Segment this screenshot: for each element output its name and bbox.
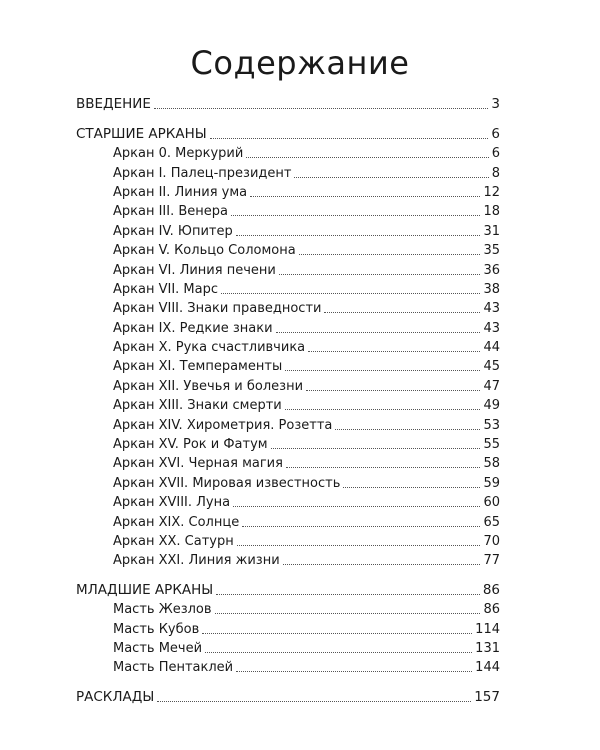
toc-page-number: 43 bbox=[483, 320, 500, 336]
toc-entry-title: Аркан XII. Увечья и болезни bbox=[113, 378, 304, 394]
toc-page-number: 8 bbox=[491, 165, 500, 181]
toc-entry[interactable] bbox=[76, 142, 500, 161]
toc-entry-title: ВВЕДЕНИЕ bbox=[76, 96, 151, 113]
toc-entry[interactable] bbox=[76, 549, 500, 568]
toc-entry[interactable] bbox=[76, 200, 500, 219]
toc-entry-title: Аркан XXI. Линия жизни bbox=[113, 553, 280, 569]
toc-page-number: 31 bbox=[483, 223, 500, 239]
toc-page-number: 49 bbox=[483, 398, 500, 414]
toc-page-number: 12 bbox=[483, 184, 500, 200]
toc-entry[interactable] bbox=[76, 258, 500, 277]
dot-leader bbox=[154, 108, 488, 109]
dot-leader bbox=[242, 526, 480, 527]
toc-entry[interactable] bbox=[76, 510, 500, 529]
dot-leader bbox=[250, 196, 480, 197]
dot-leader bbox=[237, 545, 481, 546]
dot-leader bbox=[306, 390, 480, 391]
toc-page-number: 3 bbox=[491, 96, 500, 113]
toc-page-number: 70 bbox=[483, 533, 500, 549]
toc-entry-title: Аркан XV. Рок и Фатум bbox=[113, 437, 268, 453]
toc-page-number: 18 bbox=[483, 204, 500, 220]
dot-leader bbox=[210, 138, 489, 139]
toc-entry-title: Масть Мечей bbox=[113, 640, 203, 656]
toc-page-number: 6 bbox=[491, 125, 500, 142]
toc-entry-title: Аркан XI. Темпераменты bbox=[113, 359, 283, 375]
toc-entry[interactable] bbox=[76, 374, 500, 393]
toc-page-number: 77 bbox=[483, 553, 500, 569]
toc-page-number: 114 bbox=[475, 621, 500, 637]
dot-leader bbox=[236, 235, 481, 236]
toc-entry-title: Аркан XVII. Мировая известность bbox=[113, 475, 341, 491]
toc-entry[interactable] bbox=[76, 491, 500, 510]
toc-entry-title: Аркан 0. Меркурий bbox=[113, 146, 244, 162]
dot-leader bbox=[343, 487, 480, 488]
toc-page-number: 58 bbox=[483, 456, 500, 472]
toc-section-entry[interactable] bbox=[76, 685, 500, 704]
toc-entry-title: Аркан IX. Редкие знаки bbox=[113, 320, 273, 336]
dot-leader bbox=[308, 351, 480, 352]
toc-entry[interactable] bbox=[76, 336, 500, 355]
toc-entry[interactable] bbox=[76, 617, 500, 636]
dot-leader bbox=[236, 671, 472, 672]
dot-leader bbox=[246, 157, 488, 158]
toc-page-number: 55 bbox=[483, 437, 500, 453]
toc-entry-title: Аркан I. Палец-президент bbox=[113, 165, 292, 181]
toc-entry[interactable] bbox=[76, 471, 500, 490]
toc-page-number: 144 bbox=[475, 660, 500, 676]
toc-entry-title: Аркан IV. Юпитер bbox=[113, 223, 233, 239]
toc-page-number: 65 bbox=[483, 514, 500, 530]
toc-page-number: 53 bbox=[483, 417, 500, 433]
toc-entry[interactable] bbox=[76, 433, 500, 452]
dot-leader bbox=[279, 274, 481, 275]
toc-entry[interactable] bbox=[76, 181, 500, 200]
toc-entry[interactable] bbox=[76, 452, 500, 471]
toc-entry-title: Аркан XIV. Хирометрия. Розетта bbox=[113, 417, 333, 433]
toc-entry-title: Аркан XVIII. Луна bbox=[113, 495, 231, 511]
dot-leader bbox=[271, 448, 481, 449]
toc-page-number: 86 bbox=[483, 602, 500, 618]
toc-entry-title: Аркан XVI. Черная магия bbox=[113, 456, 283, 472]
toc-entry-title: Масть Пентаклей bbox=[113, 660, 234, 676]
toc-entry[interactable] bbox=[76, 355, 500, 374]
toc-entry-title: Аркан VII. Марс bbox=[113, 281, 219, 297]
toc-entry[interactable] bbox=[76, 297, 500, 316]
dot-leader bbox=[233, 506, 480, 507]
toc-page-number: 35 bbox=[483, 243, 500, 259]
dot-leader bbox=[231, 215, 480, 216]
toc-entry-title: Аркан VI. Линия печени bbox=[113, 262, 276, 278]
toc-entry-title: Масть Жезлов bbox=[113, 602, 212, 618]
toc-page-number: 38 bbox=[483, 281, 500, 297]
toc-entry-title: Аркан III. Венера bbox=[113, 204, 228, 220]
toc-page-number: 47 bbox=[483, 378, 500, 394]
toc-page-number: 44 bbox=[483, 340, 500, 356]
dot-leader bbox=[202, 633, 472, 634]
toc-entry[interactable] bbox=[76, 278, 500, 297]
dot-leader bbox=[324, 312, 480, 313]
toc-entry-title: Аркан X. Рука счастливчика bbox=[113, 340, 306, 356]
toc-section-entry[interactable] bbox=[76, 122, 500, 141]
toc-entry-title: МЛАДШИЕ АРКАНЫ bbox=[76, 581, 214, 598]
table-of-contents bbox=[76, 93, 500, 705]
toc-entry[interactable] bbox=[76, 161, 500, 180]
toc-page-number: 60 bbox=[483, 495, 500, 511]
toc-page-number: 59 bbox=[483, 475, 500, 491]
toc-entry[interactable] bbox=[76, 598, 500, 617]
dot-leader bbox=[286, 467, 481, 468]
dot-leader bbox=[215, 613, 481, 614]
toc-entry[interactable] bbox=[76, 394, 500, 413]
dot-leader bbox=[294, 177, 488, 178]
toc-page-number: 157 bbox=[474, 688, 500, 705]
dot-leader bbox=[285, 370, 480, 371]
page-title: Содержание bbox=[190, 44, 410, 82]
toc-entry-title: Масть Кубов bbox=[113, 621, 200, 637]
toc-page-number: 6 bbox=[491, 146, 500, 162]
dot-leader bbox=[285, 409, 481, 410]
dot-leader bbox=[299, 254, 481, 255]
toc-entry[interactable] bbox=[76, 239, 500, 258]
toc-page-number: 36 bbox=[483, 262, 500, 278]
toc-entry-title: Аркан XX. Сатурн bbox=[113, 533, 234, 549]
toc-page-number: 131 bbox=[475, 640, 500, 656]
toc-entry[interactable] bbox=[76, 656, 500, 675]
dot-leader bbox=[335, 429, 480, 430]
toc-entry[interactable] bbox=[76, 637, 500, 656]
toc-entry[interactable] bbox=[76, 219, 500, 238]
dot-leader bbox=[205, 652, 472, 653]
toc-entry-title: Аркан XIII. Знаки смерти bbox=[113, 398, 282, 414]
toc-entry[interactable] bbox=[76, 316, 500, 335]
toc-section-entry[interactable] bbox=[76, 578, 500, 597]
toc-entry[interactable] bbox=[76, 413, 500, 432]
toc-entry-title: Аркан VIII. Знаки праведности bbox=[113, 301, 322, 317]
toc-entry-title: СТАРШИЕ АРКАНЫ bbox=[76, 125, 207, 142]
toc-section-entry[interactable] bbox=[76, 93, 500, 112]
toc-entry-title: Аркан XIX. Солнце bbox=[113, 514, 240, 530]
toc-entry-title: Аркан V. Кольцо Соломона bbox=[113, 243, 296, 259]
dot-leader bbox=[216, 594, 480, 595]
toc-entry-title: РАСКЛАДЫ bbox=[76, 688, 155, 705]
toc-page-number: 45 bbox=[483, 359, 500, 375]
dot-leader bbox=[221, 293, 480, 294]
dot-leader bbox=[283, 564, 481, 565]
toc-page-number: 43 bbox=[483, 301, 500, 317]
toc-entry[interactable] bbox=[76, 530, 500, 549]
dot-leader bbox=[157, 701, 471, 702]
dot-leader bbox=[276, 332, 481, 333]
toc-page-number: 86 bbox=[482, 581, 500, 598]
toc-entry-title: Аркан II. Линия ума bbox=[113, 184, 248, 200]
